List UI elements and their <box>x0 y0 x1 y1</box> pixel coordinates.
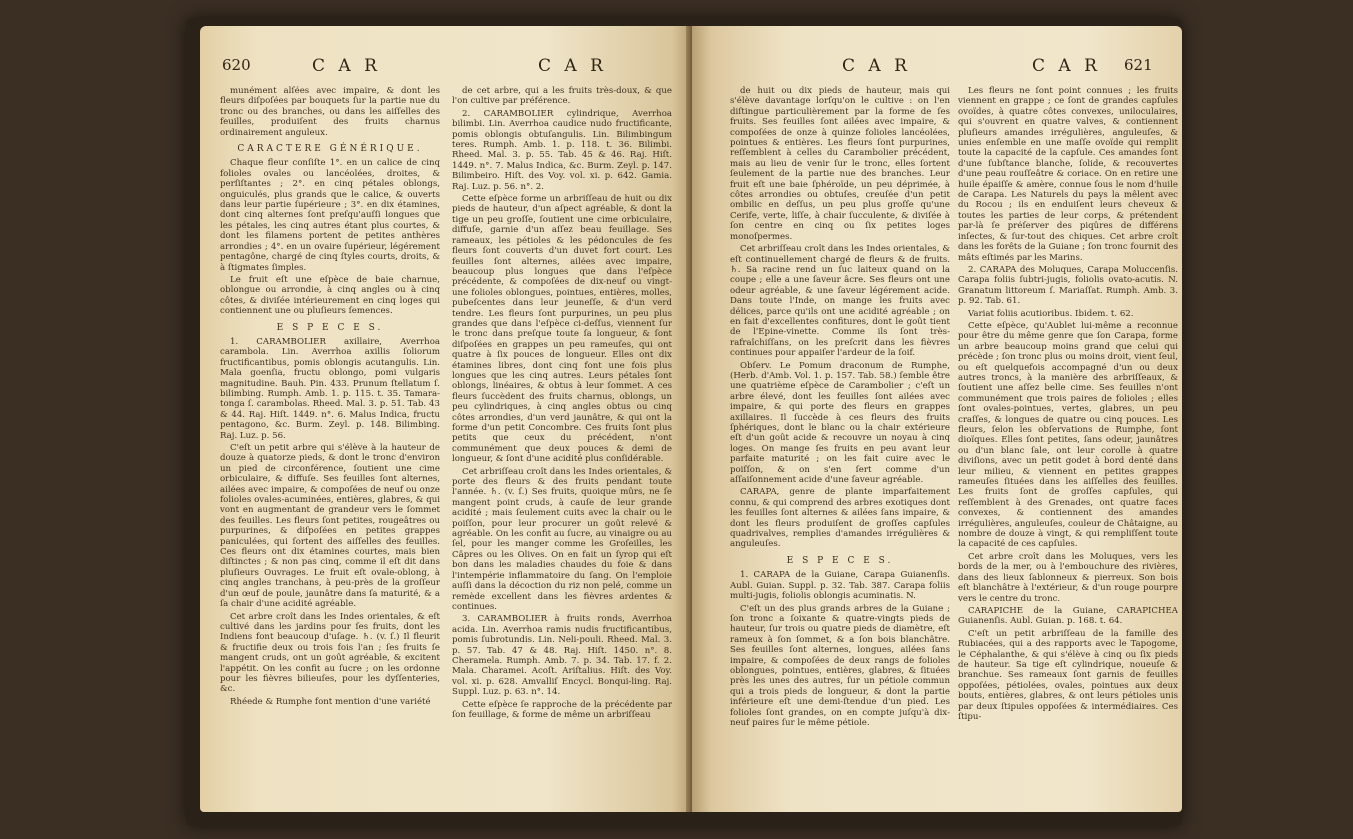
right-column-2 <box>958 86 1178 724</box>
paragraph: CARACTERE GÉNÉRIQUE. <box>237 144 423 155</box>
paragraph: Cet arbriſſeau croît dans les Indes orientales, & porte des fleurs & des fruits pendant toute l'année. ♄. (v. ſ.) Ses fruits, quoique mûrs, ne ſe mangent point cruds, à cauſe de leur grande acidité ; mais ſeulement cuits avec la chair ou le poiſſon, pour leur procurer un goût relevé & agréable. On les confit au ſucre, au vinaigre ou au ſel, pour les manger comme les Groſeilles, les Câpres ou les Olives. On en fait un ſyrop qui eſt bon dans les maladies chaudes du foie & dans l'intempérie inflammatoire du ſang. On l'emploie auſſi dans la décoction du riz non pelé, comme un remède excellent dans les fièvres ardentes & continues. <box>452 466 672 612</box>
paragraph: 1. CARAMBOLIER axillaire, Averrhoa carambola. Lin. Averrhoa axillis ſoliorum fructificantibus, pomis oblongis acutangulis. Lin. Mala goenſia, fructu oblongo, pomi vulgaris magnitudine. Bauh. Pin. 433. Prunum ſtellatum ſ. bilimbing. Rumph. Amb. 1. p. 115. t. 35. Tamara-tonga ſ. carambolas. Rheed. Mal. 3. p. 51. Tab. 43 & 44. Raj. Hiſt. 1449. n°. 6. Malus Indica, fructu pentagono, &c. Burm. Zeyl. p. 148. Bilimbing. Raj. Luz. p. 56. <box>220 336 440 441</box>
paragraph: Cet arbriſſeau croît dans les Indes orientales, & eſt continuellement chargé de fleurs & de fruits. ♄. Sa racine rend un ſuc laiteux quand on la coupe ; elle a une ſaveur âcre. Ses fleurs ont une odeur agréable, & une ſaveur légérement acide. Dans toute l'Inde, on mange les fruits avec délices, parce qu'ils ont une acidité agréable ; on en fait d'excellentes confitures, dont le goût tient de l'Epine-vinette. Comme ils ſont très-rafraîchiſſans, on les preſcrit dans les fièvres continues pour appaiſer l'ardeur de la ſoif. <box>730 244 950 359</box>
paragraph: munément alſées avec impaire, & dont les fleurs diſpoſées par bouquets ſur la partie nue du tronc ou des branches, ou dans les aiſſelles des feuilles, produiſent des fruits charnus ordinairement anguleux. <box>220 86 440 138</box>
paragraph: Cet arbre croît dans les Indes orientales, & eſt cultivé dans les jardins pour ſes fruits, dont les Indiens font beaucoup d'uſage. ♄. (v. ſ.) Il fleurit & fructifie deux ou trois fois l'an ; ſes fruits ſe mangent cruds, ont un goût agréable, & excitent l'appétit. On les confit au ſucre ; on les ordonne pour les fièvres bilieuſes, pour les dyſſenteries, &c. <box>220 611 440 695</box>
paragraph: Cet arbre croît dans les Moluques, vers les bords de la mer, ou à l'embouchure des rivières, dans des lieux ſablonneux & pierreux. Son bois eſt blanchâtre à l'extérieur, & d'un rouge pourpre vers le centre du tronc. <box>958 551 1178 604</box>
paragraph: Cette eſpèce forme un arbriſſeau de huit ou dix pieds de hauteur, d'un aſpect agréable, & dont la tige un peu groſſe, ſoutient une cime orbiculaire, diffuſe, garnie d'un aſſez beau feuillage. Ses rameaux, les pétioles & les pédoncules de ſes fleurs ſont couverts d'un duvet fort court. Les feuilles ſont alternes, ailées avec impaire, beaucoup plus longues que dans l'eſpèce précédente, & compoſées de dix-neuf ou vingt-une folioles oblongues, pointues, entières, molles, pubeſcentes dans leur jeuneſſe, & d'un verd tendre. Les fleurs ſont purpurines, un peu plus grandes que dans l'eſpèce ci-deſſus, viennent ſur le tronc dans preſque toute ſa longueur, & ſont diſpoſées en grappes un peu rameuſes, qui ont quatre à ſix pouces de longueur. Elles ont dix étamines libres, dont cinq font une fois plus longues que les cinq autres. Leurs pétales ſont oblongs, linéaires, & obtus à leur ſommet. A ces fleurs ſuccèdent des fruits charnus, oblongs, un peu cylindriques, à cinq angles obtus ou cinq côtes arrondies, d'un verd jaunâtre, & qui ont la forme d'un petit Concombre. Ces fruits ſont plus petits que ceux du précédent, n'ont communément que deux pouces & demi de longueur, & ſont d'une acidité plus conſidérable. <box>452 194 672 465</box>
paragraph: E S P E C E S. <box>276 322 384 333</box>
paragraph: de huit ou dix pieds de hauteur, mais qui s'élève davantage lorſqu'on le cultive : on l'en diſtingue particulièrement par la forme de ſes fruits. Ses feuilles ſont ailées avec impaire, & compoſées de onze à quinze folioles lancéolées, pointues & entières. Les fleurs ſont purpurines, reſſemblent à celles du Carambolier précédent, mais au lieu de venir ſur le tronc, elles ſortent ſeulement de la partie nue des branches. Leur fruit eſt une baie ſphéroïde, un peu déprimée, à côtes arrondies ou obtuſes, creuſée d'un petit ombilic en deſſus, un peu plus groſſe qu'une Cerife, verte, liſſe, à chair ſucculente, & diviſée à ſon centre en cinq ou ſix petites loges monoſpermes. <box>730 86 950 242</box>
right-running-head-2: C A R <box>1032 56 1101 76</box>
left-column-1 <box>220 86 440 709</box>
paragraph: Variat foliis acutioribus. Ibidem. t. 62. <box>968 308 1134 319</box>
right-page <box>692 26 1182 812</box>
paragraph: 2. CARAMBOLIER cylindrique, Averrhoa bilimbi. Lin. Averrhoa caudice nudo fructificante, pomis oblongis obtuſangulis. Lin. Bilimbingum teres. Rumph. Amb. 1. p. 118. t. 36. Bilimbi. Rheed. Mal. 3. p. 55. Tab. 45 & 46. Raj. Hiſt. 1449. n°. 7. Malus Indica, &c. Burm. Zeyl. p. 147. Bilimbeiro. Hiſt. des Voy. vol. xi. p. 642. Gamia. Raj. Luz. p. 56. n°. 2. <box>452 108 672 192</box>
paragraph: Chaque fleur conſiſte 1°. en un calice de cinq folioles ovales ou lancéolées, droites, & perſiſtantes ; 2°. en cinq pétales oblongs, onguiculés, plus grands que le calice, & ouverts dans leur partie ſupérieure ; 3°. en dix étamines, dont cinq alternes ſont preſqu'auſſi longues que les pétales, les cinq autres étant plus courtes, & dont les filamens portent de petites anthères arrondies ; 4°. en un ovaire ſupérieur, légérement pentagône, chargé de cinq ſtyles courts, droits, & à ſtigmates ſimples. <box>220 158 440 273</box>
paragraph: E S P E C E S. <box>786 555 894 566</box>
paragraph: C'eſt un petit arbre qui s'élève à la hauteur de douze à quatorze pieds, & dont le tronc d'environ un pied de circonférence, ſoutient une cime orbiculaire, & diffuſe. Ses feuilles ſont alternes, ailées avec impaire, & compoſées de neuf ou onze folioles ovales-acuminées, entières, glabres, & qui vont en augmentant de grandeur vers le ſommet des feuilles. Les fleurs ſont petites, rougeâtres ou purpurines, & diſpoſées en petites grappes paniculées, qui ſortent des aiſſelles des feuilles. Ces fleurs ont dix étamines courtes, mais bien diſtinctes ; & non pas cinq, comme il eſt dit dans pluſieurs Ouvrages. Le fruit eſt ovale-oblong, à cinq angles tranchans, à peu-près de la groſſeur d'un œuf de poule, jaunâtre dans ſa maturité, & a ſa chair d'une acidité agréable. <box>220 443 440 610</box>
right-folio: 621 <box>1124 56 1153 74</box>
paragraph: CARAPA, genre de plante imparfaitement connu, & qui comprend des arbres exotiques dont les feuilles ſont alternes & ailées ſans impaire, & dont les fleurs produiſent de groſſes capſules quadrivalves, remplies d'amandes irrégulières & anguleuſes. <box>730 487 950 550</box>
paragraph: Cette eſpèce, qu'Aublet lui-même a reconnue pour être du même genre que ſon Carapa, forme un arbre beaucoup moins grand que celui qui précède ; ſon tronc plus ou moins droit, vient ſeul, ou eſt quelquefois accompagné d'un ou deux autres troncs, à la manière des arbriſſeaux, & ſoutient une aſſez belle cime. Ses feuilles n'ont communément que trois paires de folioles ; elles ſont ovales-pointues, vertes, glabres, un peu craſſes, & longues de quatre ou cinq pouces. Les fleurs, ſelon les obſervations de Rumphe, ſont dioïques. Elles ſont petites, ſans odeur, jaunâtres ou d'un blanc ſale, ont leur corolle à quatre diviſions, avec un petit godet à bord denté dans leur milieu, & viennent en petites grappes rameuſes ſituées dans les aiſſelles des feuilles. Les fruits ſont de groſſes capſules, qui reſſemblent à des Grenades, ont quatre faces convexes, & contiennent des amandes irrégulières, anguleuſes, couleur de Châtaigne, au nombre de douze à vingt, & qui rempliſſent toute la capacité de ces capſules. <box>958 320 1178 550</box>
paragraph: CARAPICHE de la Guiane, CARAPICHEA Guianenſis. Aubl. Guian. p. 168. t. 64. <box>958 605 1178 627</box>
left-running-head-1: C A R <box>312 56 381 76</box>
paragraph: de cet arbre, qui a les fruits très-doux, & que l'on cultive par préférence. <box>452 86 672 107</box>
right-running-head-1: C A R <box>842 56 911 76</box>
left-column-2 <box>452 86 672 722</box>
left-folio: 620 <box>222 56 251 74</box>
paragraph: 1. CARAPA de la Guiane, Carapa Guianenſis. Aubl. Guian. Suppl. p. 32. Tab. 387. Carapa foliis multi-jugis, foliolis oblongis acuminatis. N. <box>730 570 950 602</box>
paragraph: 2. CARAPA des Moluques, Carapa Moluccenſis. Carapa foliis ſubtri-jugis, foliolis ovato-acutis. N. Granatum littoreum ſ. Mariaſſat. Rumph. Amb. 3. p. 92. Tab. 61. <box>958 264 1178 307</box>
paragraph: 3. CARAMBOLIER à fruits ronds, Averrhoa acida. Lin. Averrhoa ramis nudis fructificantibus, pomis ſubrotundis. Lin. Neli-pouli. Rheed. Mal. 3. p. 57. Tab. 47 & 48. Raj. Hiſt. 1450. n°. 8. Cheramela. Rumph. Amb. 7. p. 34. Tab. 17. f. 2. Mala. Charamei. Acoſt. Ariſtalius. Hiſt. des Voy. vol. xi. p. 628. Amvalliſ Encycl. Bonqui-ling. Raj. Suppl. Luz. p. 63. n°. 14. <box>452 614 672 698</box>
paragraph: Obſerv. Le Pomum draconum de Rumphe, (Herb. d'Amb. Vol. 1. p. 157. Tab. 58.) ſemble être une quatrième eſpèce de Carambolier ; c'eſt un arbre élevé, dont les feuilles ſont ailées avec impaire, & qui porte des fleurs en grappes axillaires. Il ſuccède à ces fleurs des fruits ſphériques, dont le blanc ou la chair extérieure eſt d'un goût acide & recouvre un noyau à cinq loges. On mange ſes fruits en peu avant leur parfaite maturité ; on les fait cuire avec le poiſſon, & on s'en ſert comme d'un aſſaiſonnement acide d'une ſaveur agréable. <box>730 360 950 486</box>
left-running-head-2: C A R <box>538 56 607 76</box>
paragraph: C'eſt un petit arbriſſeau de la famille des Rubiacées, qui a des rapports avec le Tapogome, le Céphalanthe, & qui s'élève à cinq ou ſix pieds de hauteur. Sa tige eſt cylindrique, noueuſe & branchue. Ses rameaux ſont garnis de feuilles oppoſées, pétiolées, ovales, pointues aux deux bouts, entières, glabres, & ont leurs pétioles unis par deux ſtipules oppoſées & intermédiaires. Ces ſtipu- <box>958 628 1178 722</box>
left-page <box>200 26 692 812</box>
paragraph: Cette eſpèce ſe rapproche de la précédente par ſon feuillage, & forme de même un arbriſſeau <box>452 699 672 720</box>
right-column-1 <box>730 86 950 730</box>
paragraph: C'eſt un des plus grands arbres de la Guiane ; ſon tronc a ſoixante & quatre-vingts pieds de hauteur, ſur trois ou quatre pieds de diamètre, eſt rameux à ſon ſommet, & a ſon bois blanchâtre. Ses feuilles ſont alternes, longues, ailées ſans impaire, & compoſées de deux rangs de folioles oblongues, pointues, entières, glabres, & ſituées près les unes des autres, ſur un pétiole commun qui a trois pieds de longueur, & dont la partie inférieure eſt une demi-ſtendue d'un pied. Les folioles ſont grandes, on en compte juſqu'à dix-neuf paires ſur le même pétiole. <box>730 603 950 728</box>
paragraph: Le fruit eſt une eſpèce de baie charnue, oblongue ou arrondie, à cinq angles ou à cinq côtes, & diviſée intérieurement en cinq loges qui contiennent une ou pluſieurs ſemences. <box>220 274 440 317</box>
paragraph: Les fleurs ne ſont point connues ; les fruits viennent en grappe ; ce ſont de grandes capſules ovoïdes, à quatre côtes convexes, uniloculaires, qui s'ouvrent en quatre valves, & contiennent pluſieurs amandes irrégulières, anguleuſes, & unies enſemble en une maſſe ovoïde qui remplit toute la capacité de la capſule. Ces amandes ſont d'une ſubſtance blanche, ſolide, & recouvertes d'une peau rouſſeâtre & coriace. On en retire une huile épaiſſe & amère, connue ſous le nom d'huile de Carapa. Les Naturels du pays la mêlent avec du Rocou ; ils en enduiſent leurs cheveux & toutes les parties de leur corps, & prétendent par-là ſe préſerver des piqûres de différens inſectes, & ſur-tout des chiques. Cet arbre croît dans les forêts de la Guiane ; ſon tronc fournit des mâts eſtimés par les Marins. <box>958 86 1178 263</box>
paragraph: Rhéede & Rumphe font mention d'une variété <box>230 696 431 707</box>
